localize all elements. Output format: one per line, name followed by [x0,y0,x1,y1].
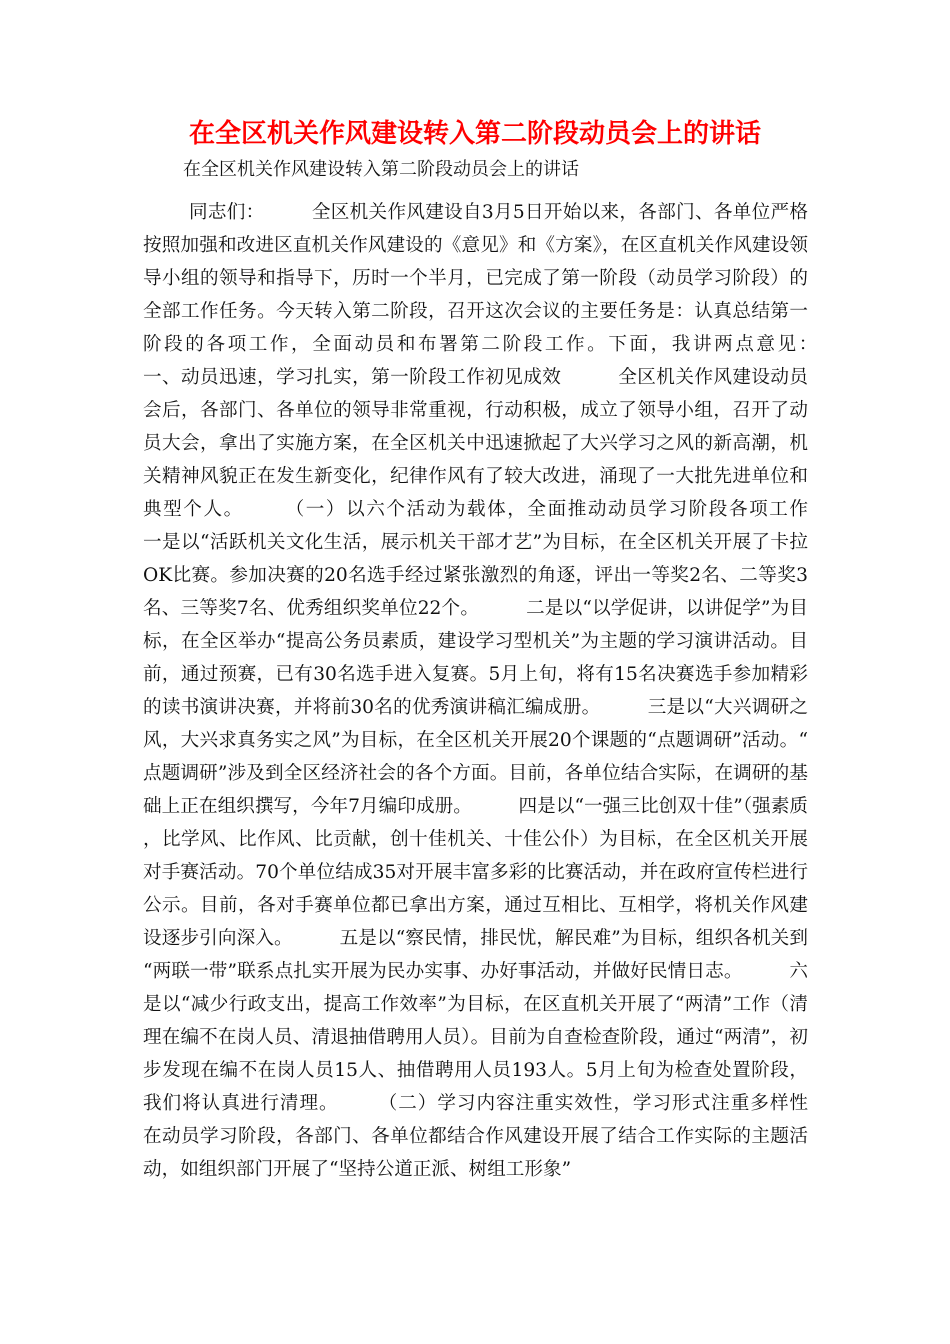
document-body: 同志们： 全区机关作风建设自3月5日开始以来，各部门、各单位严格按照加强和改进区直机关作风建设的《意见》和《方案》，在区直机关作风建设领导小组的领导和指导下，历时一个半月，已完成了第一阶段（动员学习阶段）的全部工作任务。今天转入第二阶段，召开这次会议的主要任务是：认真总结第一阶段的各项工作，全面动员和布署第二阶段工作。下面，我讲两点意见： 一、动员迅速，学习扎实，第一阶段工作初见成效 全区机关作风建设动员会后，各部门、各单位的领导非常重视，行动积极，成立了领导小组，召开了动员大会，拿出了实施方案，在全区机关中迅速掀起了大兴学习之风的新高潮，机关精神风貌正在发生新变化，纪律作风有了较大改进，涌现了一大批先进单位和典型个人。 （一）以六个活动为载体，全面推动动员学习阶段各项工作 一是以“活跃机关文化生活，展示机关干部才艺”为目标，在全区机关开展了卡拉OK比赛。参加决赛的20名选手经过紧张激烈的角逐，评出一等奖2名、二等奖3名、三等奖7名、优秀组织奖单位22个。 二是以“以学促讲，以讲促学”为目标，在全区举办“提高公务员素质，建设学习型机关”为主题的学习演讲活动。目前，通过预赛，已有30名选手进入复赛。5月上旬，将有15名决赛选手参加精彩的读书演讲决赛，并将前30名的优秀演讲稿汇编成册。 三是以“大兴调研之风，大兴求真务实之风”为目标，在全区机关开展20个课题的“点题调研”活动。“点题调研”涉及到全区经济社会的各个方面。目前，各单位结合实际，在调研的基础上正在组织撰写，今年7月编印成册。 四是以“一强三比创双十佳”（强素质，比学风、比作风、比贡献，创十佳机关、十佳公仆）为目标，在全区机关开展对手赛活动。70个单位结成35对开展丰富多彩的比赛活动，并在政府宣传栏进行公示。目前，各对手赛单位都已拿出方案，通过互相比、互相学，将机关作风建设逐步引向深入。 五是以“察民情，排民忧，解民难”为目标，组织各机关到“两联一带”联系点扎实开展为民办实事、办好事活动，并做好民情日志。 六是以“减少行政支出，提高工作效率”为目标，在区直机关开展了“两清”工作（清理在编不在岗人员、清退抽借聘用人员）。目前为自查检查阶段，通过“两清”，初步发现在编不在岗人员15人、抽借聘用人员193人。5月上旬为检查处置阶段，我们将认真进行清理。 （二）学习内容注重实效性，学习形式注重多样性 在动员学习阶段，各部门、各单位都结合作风建设开展了结合工作实际的主题活动，如组织部门开展了“坚持公道正派、树组工形象” [143,202,883,1180]
document-title: 在全区机关作风建设转入第二阶段动员会上的讲话 [188,119,761,149]
document-subtitle: 在全区机关作风建设转入第二阶段动员会上的讲话 [183,159,579,180]
